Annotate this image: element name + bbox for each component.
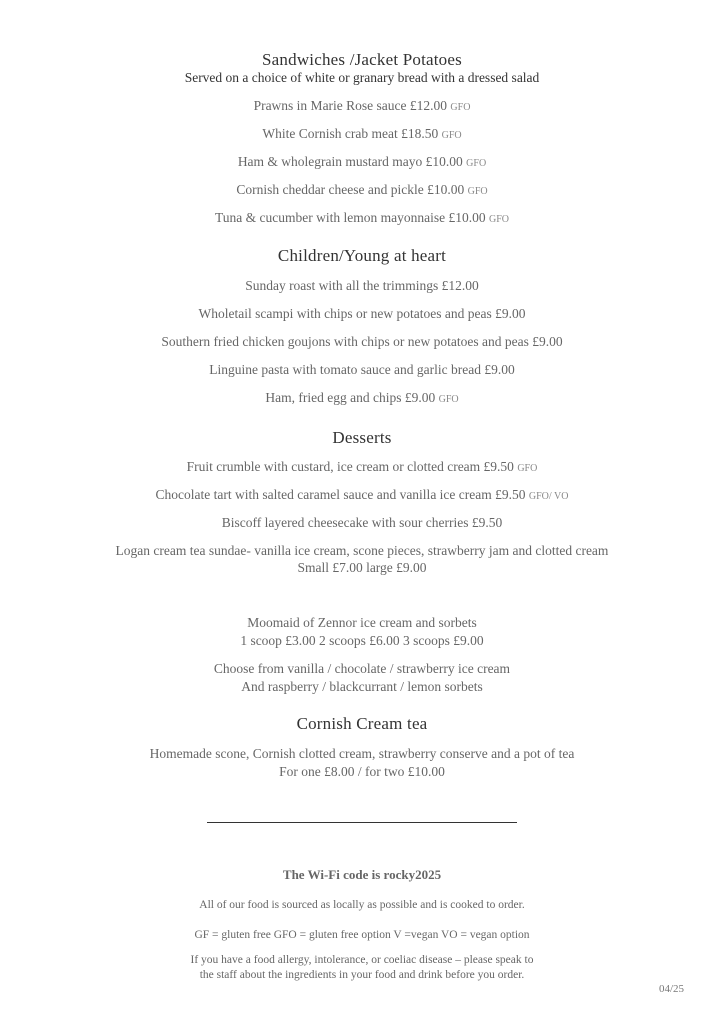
flavours-sorbets: And raspberry / blackcurrant / lemon sorbets <box>241 679 483 694</box>
dietary-legend: GF = gluten free GFO = gluten free option V =vegan VO = vegan option <box>194 929 530 941</box>
menu-item: Tuna & cucumber with lemon mayonnaise £10.00 GFO <box>215 210 509 225</box>
page-number: 04/25 <box>658 983 684 995</box>
menu-item: Ham, fried egg and chips £9.00 GFO <box>265 390 459 405</box>
menu-item: Wholetail scampi with chips or new potatoes and peas £9.00 <box>198 306 526 321</box>
sundae-price: Small £7.00 large £9.00 <box>297 560 427 575</box>
menu-item: Sunday roast with all the trimmings £12.00 <box>245 278 479 293</box>
menu-item: White Cornish crab meat £18.50 GFO <box>262 126 462 141</box>
sandwiches-heading: Sandwiches /Jacket Potatoes <box>262 50 462 69</box>
sourcing-note: All of our food is sourced as locally as possible and is cooked to order. <box>199 899 525 911</box>
menu-item: Ham & wholegrain mustard mayo £10.00 GFO <box>237 154 487 169</box>
menu-item: Southern fried chicken goujons with chips or new potatoes and peas £9.00 <box>161 334 563 349</box>
allergy-note-line1: If you have a food allergy, intolerance, or coeliac disease – please speak to <box>190 954 534 966</box>
menu-item: Linguine pasta with tomato sauce and garlic bread £9.00 <box>209 362 515 377</box>
menu-item: Cornish cheddar cheese and pickle £10.00 GFO <box>236 182 488 197</box>
sandwiches-subtitle: Served on a choice of white or granary bread with a dressed salad <box>184 70 540 85</box>
children-heading: Children/Young at heart <box>277 246 447 265</box>
icecream-title: Moomaid of Zennor ice cream and sorbets <box>247 615 477 630</box>
menu-item: Chocolate tart with salted caramel sauce and vanilla ice cream £9.50 GFO/ VO <box>155 487 569 502</box>
divider <box>207 822 517 823</box>
allergy-note-line2: the staff about the ingredients in your food and drink before you order. <box>199 969 525 981</box>
icecream-prices: 1 scoop £3.00 2 scoops £6.00 3 scoops £9.00 <box>240 633 484 648</box>
menu-item: Biscoff layered cheesecake with sour cherries £9.50 <box>221 515 503 530</box>
wifi-code: The Wi-Fi code is rocky2025 <box>282 867 442 882</box>
sundae-description: Logan cream tea sundae- vanilla ice cream, scone pieces, strawberry jam and clotted cream <box>115 543 609 558</box>
creamtea-heading: Cornish Cream tea <box>296 714 428 733</box>
desserts-heading: Desserts <box>332 428 392 447</box>
menu-item: Prawns in Marie Rose sauce £12.00 GFO <box>253 98 471 113</box>
flavours-icecream: Choose from vanilla / chocolate / strawberry ice cream <box>213 661 511 676</box>
creamtea-price: For one £8.00 / for two £10.00 <box>279 764 445 779</box>
menu-item: Fruit crumble with custard, ice cream or clotted cream £9.50 GFO <box>186 459 538 474</box>
creamtea-description: Homemade scone, Cornish clotted cream, strawberry conserve and a pot of tea <box>149 746 575 761</box>
